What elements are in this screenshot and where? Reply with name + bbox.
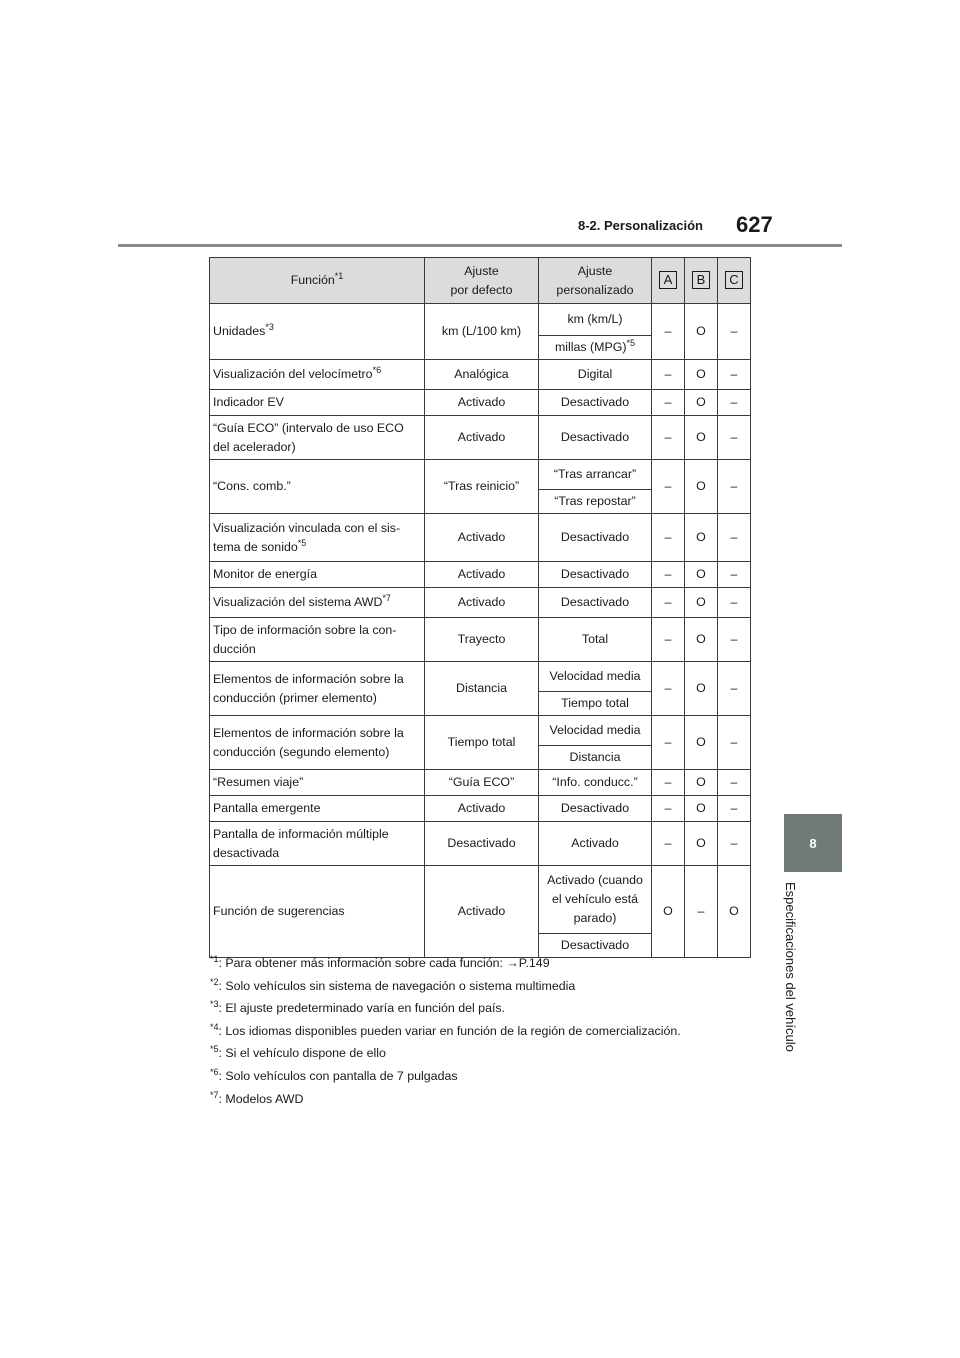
availability-c: –	[718, 716, 751, 770]
availability-b: O	[685, 390, 718, 416]
footnote-mark: *5	[210, 1044, 219, 1055]
custom-option-cell	[539, 618, 652, 662]
cell-line: Activado	[457, 904, 506, 918]
footnote-text: : Modelos AWD	[218, 1091, 304, 1106]
custom-option-cell	[539, 460, 652, 490]
cell-line: Tiempo total	[447, 735, 516, 749]
function-cell	[210, 796, 425, 822]
footnote-mark: *3	[210, 999, 219, 1010]
header-col-b: B	[685, 258, 718, 304]
page-number: 627	[736, 212, 773, 237]
availability-a: –	[652, 360, 685, 390]
section-title: 8-2. Personalización	[578, 218, 703, 233]
availability-b: O	[685, 304, 718, 360]
table-row	[210, 796, 751, 822]
cell-line: Tiempo total	[561, 696, 629, 710]
availability-c: O	[718, 866, 751, 958]
availability-b: O	[685, 822, 718, 866]
cell-line: del acelerador)	[213, 439, 296, 454]
availability-b: O	[685, 562, 718, 588]
function-cell	[210, 360, 425, 390]
footnote-item	[210, 975, 681, 998]
cell-line: conducción (primer elemento)	[213, 690, 377, 705]
cell-line: Desactivado	[560, 938, 630, 952]
availability-b: O	[685, 460, 718, 514]
function-cell	[210, 618, 425, 662]
cell-line: Tipo de información sobre la con-	[213, 622, 397, 637]
availability-c: –	[718, 304, 751, 360]
availability-a: O	[652, 866, 685, 958]
availability-a: –	[652, 304, 685, 360]
availability-a: –	[652, 796, 685, 822]
header-divider	[118, 244, 842, 247]
footnote-text: : Solo vehículos sin sistema de navegación o sistema multimedia	[218, 978, 576, 993]
cell-line: parado)	[573, 911, 617, 925]
cell-line: Función de sugerencias	[213, 904, 345, 918]
availability-a: –	[652, 618, 685, 662]
table-row	[210, 514, 751, 562]
cell-line: Unidades	[213, 324, 266, 338]
cell-line: Total	[581, 632, 609, 646]
footnote-item	[210, 1065, 681, 1088]
footnote-ref: *3	[265, 321, 274, 332]
cell-line: Desactivado	[447, 836, 516, 850]
cell-line: Velocidad media	[549, 669, 641, 683]
custom-option-cell	[539, 514, 652, 562]
custom-option-cell	[539, 746, 652, 770]
availability-a: –	[652, 562, 685, 588]
cell-line: Monitor de energía	[213, 567, 318, 581]
function-cell	[210, 716, 425, 770]
availability-b: O	[685, 360, 718, 390]
availability-c: –	[718, 662, 751, 716]
cell-line: Desactivado	[560, 801, 630, 815]
custom-option-cell	[539, 692, 652, 716]
cell-line: Activado	[457, 567, 506, 581]
default-cell	[425, 866, 539, 958]
cell-line: “Cons. comb.”	[213, 479, 291, 493]
footnote-item	[210, 1042, 681, 1065]
default-cell	[425, 514, 539, 562]
availability-b: O	[685, 588, 718, 618]
footnote-item	[210, 997, 681, 1020]
custom-option-cell	[539, 304, 652, 336]
default-cell	[425, 460, 539, 514]
table-row	[210, 866, 751, 934]
cell-line: millas (MPG)	[554, 340, 627, 354]
availability-a: –	[652, 460, 685, 514]
cell-line: Distancia	[456, 681, 507, 695]
cell-line: Desactivado	[560, 395, 630, 409]
table-row	[210, 460, 751, 490]
header-function: Función$^{*1}$	[210, 258, 425, 304]
footnote-ref: *7	[382, 592, 391, 603]
cell-line: Desactivado	[560, 430, 630, 444]
function-cell	[210, 866, 425, 958]
function-cell	[210, 662, 425, 716]
availability-b: –	[685, 866, 718, 958]
header-custom: Ajuste personalizado	[539, 258, 652, 304]
cell-line: ducción	[213, 641, 256, 656]
cell-line: Activado	[571, 836, 619, 850]
availability-b: O	[685, 618, 718, 662]
table-row	[210, 304, 751, 336]
availability-a: –	[652, 716, 685, 770]
footnote-mark: *1	[210, 953, 219, 964]
default-cell	[425, 662, 539, 716]
footnote-item	[210, 1020, 681, 1043]
availability-c: –	[718, 416, 751, 460]
footnote-mark: *4	[210, 1021, 219, 1032]
footnote-text: : El ajuste predeterminado varía en función del país.	[218, 1001, 506, 1016]
cell-line: Visualización del sistema AWD	[213, 595, 383, 609]
footnotes	[210, 952, 681, 1110]
cell-line: Activado	[457, 595, 506, 609]
cell-line: Elementos de información sobre la	[213, 725, 404, 740]
availability-b: O	[685, 796, 718, 822]
cell-line: Indicador EV	[213, 395, 284, 409]
default-cell	[425, 618, 539, 662]
cell-line: Analógica	[454, 367, 509, 381]
function-cell	[210, 304, 425, 360]
availability-c: –	[718, 770, 751, 796]
cell-line: Pantalla de información múltiple	[213, 826, 389, 841]
availability-a: –	[652, 416, 685, 460]
availability-a: –	[652, 662, 685, 716]
availability-c: –	[718, 360, 751, 390]
table-row	[210, 360, 751, 390]
cell-line: Desactivado	[560, 530, 630, 544]
availability-a: –	[652, 514, 685, 562]
availability-a: –	[652, 390, 685, 416]
default-cell	[425, 588, 539, 618]
custom-option-cell	[539, 796, 652, 822]
default-cell	[425, 770, 539, 796]
header-default: Ajuste por defecto	[425, 258, 539, 304]
customization-table	[209, 257, 751, 958]
function-cell	[210, 822, 425, 866]
cell-line: Velocidad media	[549, 723, 641, 737]
cell-line: Pantalla emergente	[213, 801, 321, 815]
availability-c: –	[718, 796, 751, 822]
cell-line: “Tras reinicio”	[443, 479, 520, 493]
cell-line: Digital	[577, 367, 613, 381]
table-row	[210, 822, 751, 866]
cell-line: Visualización vinculada con el sis-	[213, 520, 401, 535]
cell-line: Activado (cuando	[547, 873, 643, 887]
availability-c: –	[718, 588, 751, 618]
custom-option-cell	[539, 588, 652, 618]
cell-line: Desactivado	[560, 567, 630, 581]
footnote-mark: *2	[210, 976, 219, 987]
table-row	[210, 618, 751, 662]
default-cell	[425, 304, 539, 360]
custom-option-cell	[539, 562, 652, 588]
function-cell	[210, 562, 425, 588]
function-cell	[210, 514, 425, 562]
footnote-text: : Los idiomas disponibles pueden variar en función de la región de comercialización.	[218, 1023, 681, 1038]
cell-line: “Resumen viaje”	[213, 775, 304, 789]
default-cell	[425, 416, 539, 460]
footnote-mark: *6	[210, 1066, 219, 1077]
cell-line: “Info. conducc.”	[552, 775, 638, 789]
default-cell	[425, 390, 539, 416]
function-cell	[210, 390, 425, 416]
cell-line: Trayecto	[457, 632, 506, 646]
cell-line: Visualización del velocímetro	[213, 367, 373, 381]
footnote-text: : Solo vehículos con pantalla de 7 pulgadas	[218, 1068, 458, 1083]
table-row	[210, 588, 751, 618]
table-row	[210, 662, 751, 692]
custom-option-cell	[539, 416, 652, 460]
availability-c: –	[718, 390, 751, 416]
function-cell	[210, 460, 425, 514]
availability-c: –	[718, 514, 751, 562]
custom-option-cell	[539, 822, 652, 866]
default-cell	[425, 360, 539, 390]
cell-line: “Tras repostar”	[554, 494, 636, 508]
cell-line: Activado	[457, 395, 506, 409]
chapter-label: Especificaciones del vehículo	[783, 882, 798, 1052]
availability-c: –	[718, 562, 751, 588]
default-cell	[425, 796, 539, 822]
cell-line: “Guía ECO” (intervalo de uso ECO	[213, 420, 404, 435]
custom-option-cell	[539, 390, 652, 416]
cell-line: km (L/100 km)	[441, 324, 522, 338]
availability-a: –	[652, 770, 685, 796]
cell-line: tema de sonido	[213, 539, 298, 554]
table-row	[210, 416, 751, 460]
custom-option-cell	[539, 336, 652, 360]
cell-line: Activado	[457, 530, 506, 544]
default-cell	[425, 716, 539, 770]
default-cell	[425, 822, 539, 866]
custom-option-cell	[539, 770, 652, 796]
function-cell	[210, 416, 425, 460]
header-col-a: A	[652, 258, 685, 304]
footnote-ref: *6	[372, 364, 382, 375]
cell-line: conducción (segundo elemento)	[213, 744, 390, 759]
cell-line: Activado	[457, 430, 506, 444]
custom-option-cell	[539, 716, 652, 746]
header-col-c: C	[718, 258, 751, 304]
availability-b: O	[685, 770, 718, 796]
footnote-ref: *5	[626, 337, 636, 348]
availability-c: –	[718, 460, 751, 514]
footnote-text: : Si el vehículo dispone de ello	[218, 1046, 386, 1061]
cell-line: Desactivado	[560, 595, 630, 609]
footnote-item	[210, 1088, 681, 1111]
cell-line: “Tras arrancar”	[553, 467, 637, 481]
availability-a: –	[652, 822, 685, 866]
availability-b: O	[685, 662, 718, 716]
cell-line: km (km/L)	[567, 312, 623, 326]
cell-line: Elementos de información sobre la	[213, 671, 404, 686]
function-cell	[210, 770, 425, 796]
footnote-item	[210, 952, 681, 975]
table-header-row	[210, 258, 751, 304]
function-cell	[210, 588, 425, 618]
cell-line: Activado	[457, 801, 506, 815]
custom-option-cell	[539, 360, 652, 390]
table-row	[210, 770, 751, 796]
cell-line: desactivada	[213, 845, 280, 860]
table-row	[210, 562, 751, 588]
availability-a: –	[652, 588, 685, 618]
chapter-number: 8	[809, 835, 817, 851]
table-row	[210, 390, 751, 416]
availability-c: –	[718, 618, 751, 662]
footnote-ref: *5	[297, 537, 307, 548]
availability-c: –	[718, 822, 751, 866]
table-body	[210, 304, 751, 958]
custom-option-cell	[539, 490, 652, 514]
custom-option-cell	[539, 662, 652, 692]
custom-option-cell	[539, 866, 652, 934]
footnote-mark: *7	[210, 1089, 219, 1100]
availability-b: O	[685, 514, 718, 562]
default-cell	[425, 562, 539, 588]
footnote-text: : Para obtener más información sobre cada función: →P.149	[218, 956, 550, 970]
cell-line: el vehículo está	[551, 892, 639, 906]
table-row	[210, 716, 751, 746]
cell-line: “Guía ECO”	[448, 775, 515, 789]
chapter-tab	[784, 814, 842, 872]
availability-b: O	[685, 716, 718, 770]
cell-line: Distancia	[569, 750, 621, 764]
availability-b: O	[685, 416, 718, 460]
